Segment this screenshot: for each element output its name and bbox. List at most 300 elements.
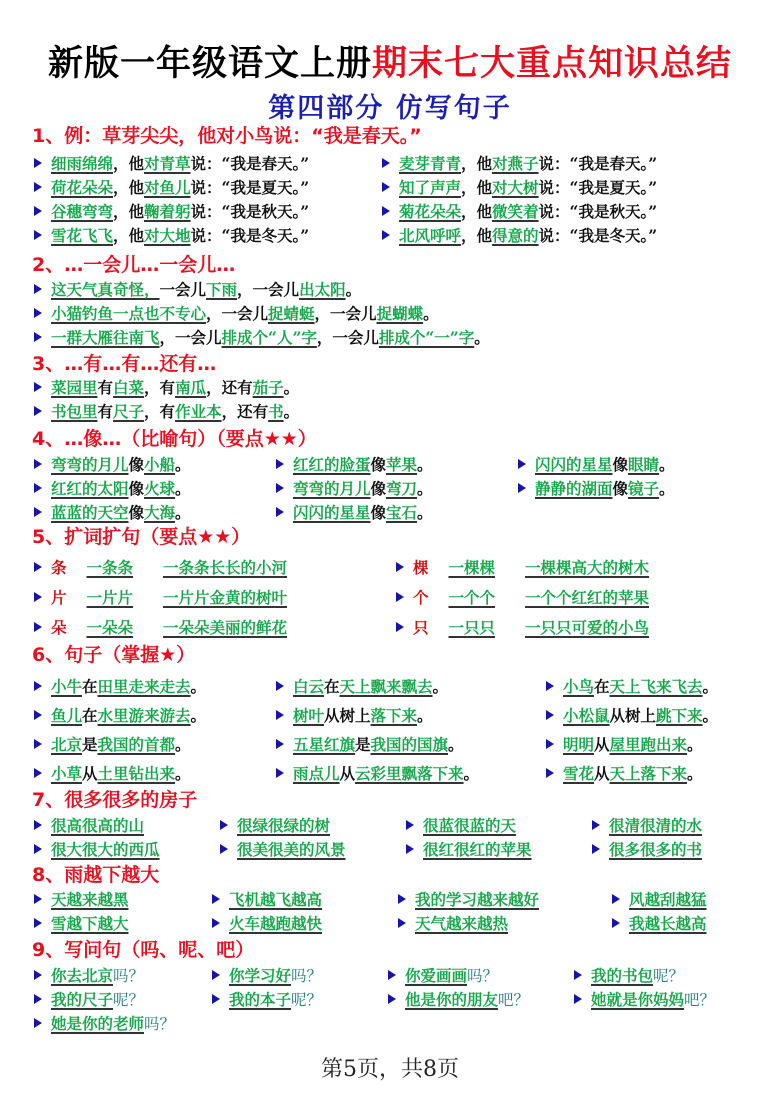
answer-text: 土里钻出来 <box>97 764 176 783</box>
answer-text: 尺子 <box>113 402 145 421</box>
measure-word: 棵 <box>413 558 429 577</box>
list-item <box>276 704 433 726</box>
bullet-triangle-icon <box>34 710 42 720</box>
answer-text: 菊花朵朵 <box>399 202 462 221</box>
sentence-text: 从树上 <box>324 706 371 725</box>
list-item <box>382 224 657 246</box>
answer-text: 菜园里 <box>51 378 98 397</box>
measure-word: 条 <box>51 558 67 577</box>
answer-text: 小牛 <box>51 677 83 696</box>
list-item <box>612 912 707 934</box>
answer-text: 眼睛 <box>628 455 660 474</box>
bullet-triangle-icon <box>276 507 284 517</box>
list-item <box>34 453 191 475</box>
sentence-text: 从 <box>339 764 356 783</box>
list-item <box>546 675 718 697</box>
title-red-part: 期末七大重点知识总结 <box>372 44 733 84</box>
answer-text: 小松鼠 <box>563 706 610 725</box>
sentence-text: ，一会儿 <box>237 280 300 299</box>
list-item <box>276 733 464 755</box>
answer-text: 红红的脸蛋 <box>293 455 371 474</box>
sentence-text: 。 <box>702 677 719 696</box>
bullet-triangle-icon <box>34 768 42 778</box>
list-item <box>34 302 439 324</box>
bullet-triangle-icon <box>388 994 396 1004</box>
answer-text: 微笑着 <box>492 202 539 221</box>
bullet-triangle-icon <box>382 230 390 240</box>
answer-text: 我的本子 <box>229 990 292 1009</box>
bullet-triangle-icon <box>34 382 42 392</box>
list-item <box>34 733 191 755</box>
list-item <box>34 586 287 608</box>
sentence-text: 。 <box>463 764 480 783</box>
bullet-triangle-icon <box>34 739 42 749</box>
title-black-part: 新版一年级语文上册 <box>47 44 372 84</box>
bullet-triangle-icon <box>220 820 228 830</box>
sentence-text: ，有 <box>144 402 176 421</box>
sentence-text: ，他 <box>461 178 493 197</box>
sentence-text: 。 <box>474 328 490 347</box>
expanded-phrase: 一片片 <box>86 588 134 607</box>
sentence-text: 说：“我是春天。” <box>190 154 310 173</box>
bullet-triangle-icon <box>34 681 42 691</box>
bullet-triangle-icon <box>396 562 404 572</box>
bullet-triangle-icon <box>34 894 42 904</box>
sentence-text: 有 <box>97 402 114 421</box>
section-3-heading: 3、…有…有…还有… <box>32 353 217 375</box>
bullet-triangle-icon <box>34 820 42 830</box>
section-6-heading: 6、句子（掌握★） <box>32 644 196 666</box>
list-item <box>382 200 657 222</box>
answer-text: 出太阳 <box>299 280 346 299</box>
list-item <box>396 556 649 578</box>
bullet-triangle-icon <box>34 1018 42 1028</box>
sentence-text: ，一会儿 <box>159 328 222 347</box>
list-item <box>518 453 675 475</box>
sentence-text: 从 <box>594 735 610 754</box>
answer-text: 这天气真奇怪， <box>51 280 160 299</box>
sentence-text: 。 <box>417 479 433 498</box>
sentence-text: 说：“我是冬天。” <box>190 226 310 245</box>
sentence-text: 在 <box>82 706 98 725</box>
sentence-text: 吗？ <box>467 967 499 985</box>
bullet-triangle-icon <box>592 844 600 854</box>
sentence-text: 。 <box>190 706 207 725</box>
answer-text: 得意的 <box>492 226 539 245</box>
page-title <box>0 36 780 86</box>
sentence-text: 。 <box>417 706 433 725</box>
sentence-text: 在 <box>324 677 340 696</box>
answer-text: 树叶 <box>293 706 325 725</box>
list-item <box>518 477 675 499</box>
bullet-triangle-icon <box>212 970 220 980</box>
answer-text: 南瓜 <box>175 378 207 397</box>
list-item <box>34 704 206 726</box>
sentence-text: 像 <box>370 455 387 474</box>
sentence-text: 是 <box>82 735 98 754</box>
bullet-triangle-icon <box>546 768 554 778</box>
sentence-text: 。 <box>659 455 675 474</box>
list-item <box>574 988 715 1010</box>
answer-text: 火球 <box>144 479 176 498</box>
answer-text: 弯弯的月儿 <box>51 455 129 474</box>
answer-text: 静静的湖面 <box>535 479 613 498</box>
sentence-text: 。 <box>687 735 703 754</box>
list-item <box>34 556 287 578</box>
bullet-triangle-icon <box>34 284 42 294</box>
list-item <box>276 675 448 697</box>
sentence-text: 说：“我是夏天。” <box>538 178 658 197</box>
sentence-text: 。 <box>175 503 191 522</box>
bullet-triangle-icon <box>34 970 42 980</box>
answer-text: 小猫钓鱼一点也不专心 <box>51 304 207 323</box>
sentence-text: 。 <box>432 677 449 696</box>
answer-text: 白菜 <box>113 378 145 397</box>
bullet-triangle-icon <box>612 894 620 904</box>
bullet-triangle-icon <box>574 970 582 980</box>
answer-text: 屋里跑出来 <box>609 735 688 754</box>
answer-text: 弯刀 <box>386 479 418 498</box>
bullet-triangle-icon <box>396 622 404 632</box>
answer-text: 很蓝很蓝的天 <box>423 816 517 835</box>
list-item <box>212 988 322 1010</box>
answer-text: 谷穗弯弯 <box>51 202 114 221</box>
answer-text: 你学习好 <box>229 966 292 985</box>
list-item <box>398 912 508 934</box>
bullet-triangle-icon <box>518 459 526 469</box>
bullet-triangle-icon <box>518 483 526 493</box>
measure-word: 朵 <box>51 618 67 637</box>
expanded-sentence: 一只只可爱的小鸟 <box>525 618 650 637</box>
sentence-text: 呢？ <box>113 991 145 1009</box>
answer-text: 我国的首都 <box>97 735 176 754</box>
list-item <box>276 501 433 523</box>
answer-text: 排成个“一”字 <box>378 328 475 347</box>
sentence-text: ，他 <box>113 178 145 197</box>
sentence-text: 。 <box>702 706 719 725</box>
sentence-text: ，他 <box>461 202 493 221</box>
answer-text: 作业本 <box>175 402 222 421</box>
answer-text: 雪花 <box>563 764 595 783</box>
sentence-text: 像 <box>612 479 629 498</box>
sentence-text: ，他 <box>461 226 493 245</box>
bullet-triangle-icon <box>34 622 42 632</box>
measure-word: 个 <box>413 588 429 607</box>
bullet-triangle-icon <box>34 230 42 240</box>
bullet-triangle-icon <box>546 739 554 749</box>
answer-text: 很绿很绿的树 <box>237 816 331 835</box>
answer-text: 小鸟 <box>563 677 595 696</box>
bullet-triangle-icon <box>546 710 554 720</box>
bullet-triangle-icon <box>382 158 390 168</box>
answer-text: 对鱼儿 <box>144 178 191 197</box>
sentence-text: 。 <box>175 735 191 754</box>
answer-text: 白云 <box>293 677 325 696</box>
sentence-text: 像 <box>612 455 629 474</box>
expanded-sentence: 一朵朵美丽的鲜花 <box>163 618 288 637</box>
bullet-triangle-icon <box>276 483 284 493</box>
answer-text: 水里游来游去 <box>97 706 191 725</box>
bullet-triangle-icon <box>34 994 42 1004</box>
answer-text: 鱼儿 <box>51 706 83 725</box>
sentence-text: 像 <box>128 455 145 474</box>
list-item <box>34 1012 175 1034</box>
expanded-sentence: 一棵棵高大的树木 <box>525 558 650 577</box>
answer-text: 她是你的老师 <box>51 1014 145 1033</box>
sentence-text: 说：“我是夏天。” <box>190 178 310 197</box>
bullet-triangle-icon <box>406 820 414 830</box>
answer-text: 排成个“人”字 <box>221 328 317 347</box>
list-item <box>34 675 206 697</box>
list-item <box>34 814 144 836</box>
answer-text: 红红的太阳 <box>51 479 129 498</box>
answer-text: 天越来越黑 <box>51 890 129 909</box>
sentence-text: 。 <box>448 735 464 754</box>
bullet-triangle-icon <box>398 894 406 904</box>
sentence-text: 从 <box>594 764 610 783</box>
bullet-triangle-icon <box>574 994 582 1004</box>
sentence-text: 。 <box>423 304 439 323</box>
answer-text: 鞠着躬 <box>144 202 191 221</box>
sentence-text: 。 <box>417 503 433 522</box>
answer-text: 对青草 <box>144 154 191 173</box>
answer-text: 飞机越飞越高 <box>229 890 323 909</box>
list-item <box>396 586 649 608</box>
sentence-text: ，还有 <box>206 378 253 397</box>
answer-text: 天上飘来飘去 <box>339 677 433 696</box>
sentence-text: 说：“我是春天。” <box>538 154 658 173</box>
list-item <box>34 912 129 934</box>
sentence-text: 。 <box>175 479 191 498</box>
answer-text: 弯弯的月儿 <box>293 479 371 498</box>
bullet-triangle-icon <box>34 206 42 216</box>
answer-text: 很美很美的风景 <box>237 840 346 859</box>
list-item <box>34 200 309 222</box>
list-item <box>34 888 129 910</box>
answer-text: 捉蜻蜓 <box>268 304 315 323</box>
expanded-phrase: 一个个 <box>448 588 496 607</box>
sentence-text: 。 <box>283 402 300 421</box>
answer-text: 雪花飞飞 <box>51 226 114 245</box>
bullet-triangle-icon <box>276 681 284 691</box>
sentence-text: 像 <box>370 479 387 498</box>
answer-text: 知了声声 <box>399 178 462 197</box>
sentence-text: 。 <box>283 378 300 397</box>
answer-text: 北京 <box>51 735 83 754</box>
answer-text: 天气越来越热 <box>415 914 509 933</box>
answer-text: 我越长越高 <box>629 914 707 933</box>
expanded-sentence: 一片片金黄的树叶 <box>163 588 288 607</box>
bullet-triangle-icon <box>546 681 554 691</box>
bullet-triangle-icon <box>34 459 42 469</box>
list-item <box>546 704 718 726</box>
answer-text: 宝石 <box>386 503 418 522</box>
answer-text: 天上飞来飞去 <box>609 677 703 696</box>
expanded-phrase: 一棵棵 <box>448 558 496 577</box>
answer-text: 书包里 <box>51 402 98 421</box>
sentence-text: 吗？ <box>113 967 145 985</box>
bullet-triangle-icon <box>398 918 406 928</box>
list-item <box>34 988 144 1010</box>
answer-text: 捉蝴蝶 <box>376 304 424 323</box>
list-item <box>34 964 144 986</box>
bullet-triangle-icon <box>34 562 42 572</box>
list-item <box>592 838 702 860</box>
sentence-text: 。 <box>175 764 191 783</box>
section-9-heading: 9、写问句（吗、呢、吧） <box>32 939 255 961</box>
sentence-text: 有 <box>97 378 114 397</box>
answer-text: 云彩里飘落下来 <box>355 764 464 783</box>
answer-text: 对大地 <box>144 226 191 245</box>
measure-word: 片 <box>51 588 67 607</box>
list-item <box>406 814 516 836</box>
bullet-triangle-icon <box>212 994 220 1004</box>
sentence-text: 说：“我是秋天。” <box>538 202 658 221</box>
sentence-text: 。 <box>190 677 207 696</box>
sentence-text: 。 <box>345 280 362 299</box>
sentence-text: 像 <box>128 503 145 522</box>
section-2-heading: 2、…一会儿…一会儿… <box>32 254 236 276</box>
bullet-triangle-icon <box>212 918 220 928</box>
answer-text: 雨点儿 <box>293 764 340 783</box>
answer-text: 很高很高的山 <box>51 816 145 835</box>
answer-text: 我的书包 <box>591 966 654 985</box>
sentence-text: 吗？ <box>144 1015 176 1033</box>
bullet-triangle-icon <box>34 158 42 168</box>
expanded-sentence: 一条条长长的小河 <box>163 558 288 577</box>
list-item <box>212 888 322 910</box>
bullet-triangle-icon <box>406 844 414 854</box>
list-item <box>388 988 529 1010</box>
sentence-text: 从树上 <box>609 706 657 725</box>
bullet-triangle-icon <box>34 182 42 192</box>
sentence-text: ，还有 <box>221 402 269 421</box>
answer-text: 你去北京 <box>51 966 114 985</box>
bullet-triangle-icon <box>382 182 390 192</box>
list-item <box>546 762 703 784</box>
list-item <box>34 152 309 174</box>
answer-text: 书 <box>268 402 284 421</box>
sentence-text: ，他 <box>461 154 493 173</box>
answer-text: 很红很红的苹果 <box>423 840 532 859</box>
expanded-phrase: 一条条 <box>86 558 134 577</box>
answer-text: 对大树 <box>492 178 539 197</box>
sentence-text: 吧？ <box>498 991 530 1009</box>
sentence-text: 在 <box>594 677 610 696</box>
list-item <box>34 278 361 300</box>
bullet-triangle-icon <box>34 844 42 854</box>
sentence-text: 在 <box>82 677 98 696</box>
answer-text: 北风呼呼 <box>399 226 462 245</box>
bullet-triangle-icon <box>34 483 42 493</box>
section-5-heading: 5、扩词扩句（要点★★） <box>32 526 251 548</box>
page-subtitle: 第四部分 仿写句子 <box>268 93 512 124</box>
section-8-heading: 8、雨越下越大 <box>32 864 160 886</box>
answer-text: 我的尺子 <box>51 990 114 1009</box>
answer-text: 镜子 <box>628 479 660 498</box>
list-item <box>612 888 707 910</box>
sentence-text: 吗？ <box>291 967 323 985</box>
answer-text: 小草 <box>51 764 83 783</box>
list-item <box>34 176 309 198</box>
sentence-text: 。 <box>175 455 191 474</box>
sentence-text: 说：“我是秋天。” <box>190 202 310 221</box>
sentence-text: 。 <box>687 764 703 783</box>
sentence-text: 像 <box>370 503 387 522</box>
sentence-text: ，有 <box>144 378 176 397</box>
list-item <box>34 326 490 348</box>
list-item <box>546 733 703 755</box>
bullet-triangle-icon <box>34 918 42 928</box>
list-item <box>398 888 539 910</box>
sentence-text: 像 <box>128 479 145 498</box>
bullet-triangle-icon <box>592 820 600 830</box>
section-4-heading: 4、…像…（比喻句）（要点★★） <box>32 428 317 450</box>
answer-text: 我国的国旗 <box>370 735 449 754</box>
section-1-heading: 1、例：草芽尖尖，他对小鸟说：“我是春天。” <box>32 125 422 147</box>
bullet-triangle-icon <box>276 768 284 778</box>
answer-text: 麦芽青青 <box>399 154 462 173</box>
bullet-triangle-icon <box>396 592 404 602</box>
list-item <box>34 400 299 422</box>
bullet-triangle-icon <box>212 894 220 904</box>
sentence-text: 。 <box>659 479 675 498</box>
bullet-triangle-icon <box>382 206 390 216</box>
list-item <box>388 964 498 986</box>
bullet-triangle-icon <box>612 918 620 928</box>
answer-text: 雪越下越大 <box>51 914 129 933</box>
answer-text: 闪闪的星星 <box>535 455 613 474</box>
sentence-text: ，一会儿 <box>206 304 269 323</box>
sentence-text: 从 <box>82 764 98 783</box>
list-item <box>406 838 532 860</box>
bullet-triangle-icon <box>388 970 396 980</box>
expanded-sentence: 一个个红红的苹果 <box>525 588 650 607</box>
list-item <box>34 762 191 784</box>
answer-text: 风越刮越猛 <box>629 890 707 909</box>
sentence-text: 说：“我是冬天。” <box>538 226 658 245</box>
expanded-phrase: 一朵朵 <box>86 618 134 637</box>
sentence-text: 。 <box>417 455 433 474</box>
answer-text: 小船 <box>144 455 176 474</box>
measure-word: 只 <box>413 618 429 637</box>
sentence-text: ，他 <box>113 226 145 245</box>
answer-text: 细雨绵绵 <box>51 154 114 173</box>
answer-text: 田里走来走去 <box>97 677 191 696</box>
list-item <box>574 964 684 986</box>
answer-text: 大海 <box>144 503 176 522</box>
sentence-text: ，他 <box>113 202 145 221</box>
answer-text: 下雨 <box>206 280 238 299</box>
answer-text: 跳下来 <box>656 706 703 725</box>
bullet-triangle-icon <box>34 592 42 602</box>
answer-text: 很清很清的水 <box>609 816 703 835</box>
list-item <box>220 838 346 860</box>
answer-text: 天上落下来 <box>609 764 688 783</box>
answer-text: 落下来 <box>370 706 418 725</box>
sentence-text: 呢？ <box>291 991 323 1009</box>
list-item <box>276 453 433 475</box>
answer-text: 火车越跑越快 <box>229 914 323 933</box>
answer-text: 闪闪的星星 <box>293 503 371 522</box>
bullet-triangle-icon <box>34 507 42 517</box>
sentence-text: ，一会儿 <box>314 304 377 323</box>
list-item <box>34 224 309 246</box>
answer-text: 蓝蓝的天空 <box>51 503 129 522</box>
section-7-heading: 7、很多很多的房子 <box>32 789 198 811</box>
sentence-text: 吧？ <box>684 991 716 1009</box>
sentence-text: ，一会儿 <box>316 328 379 347</box>
